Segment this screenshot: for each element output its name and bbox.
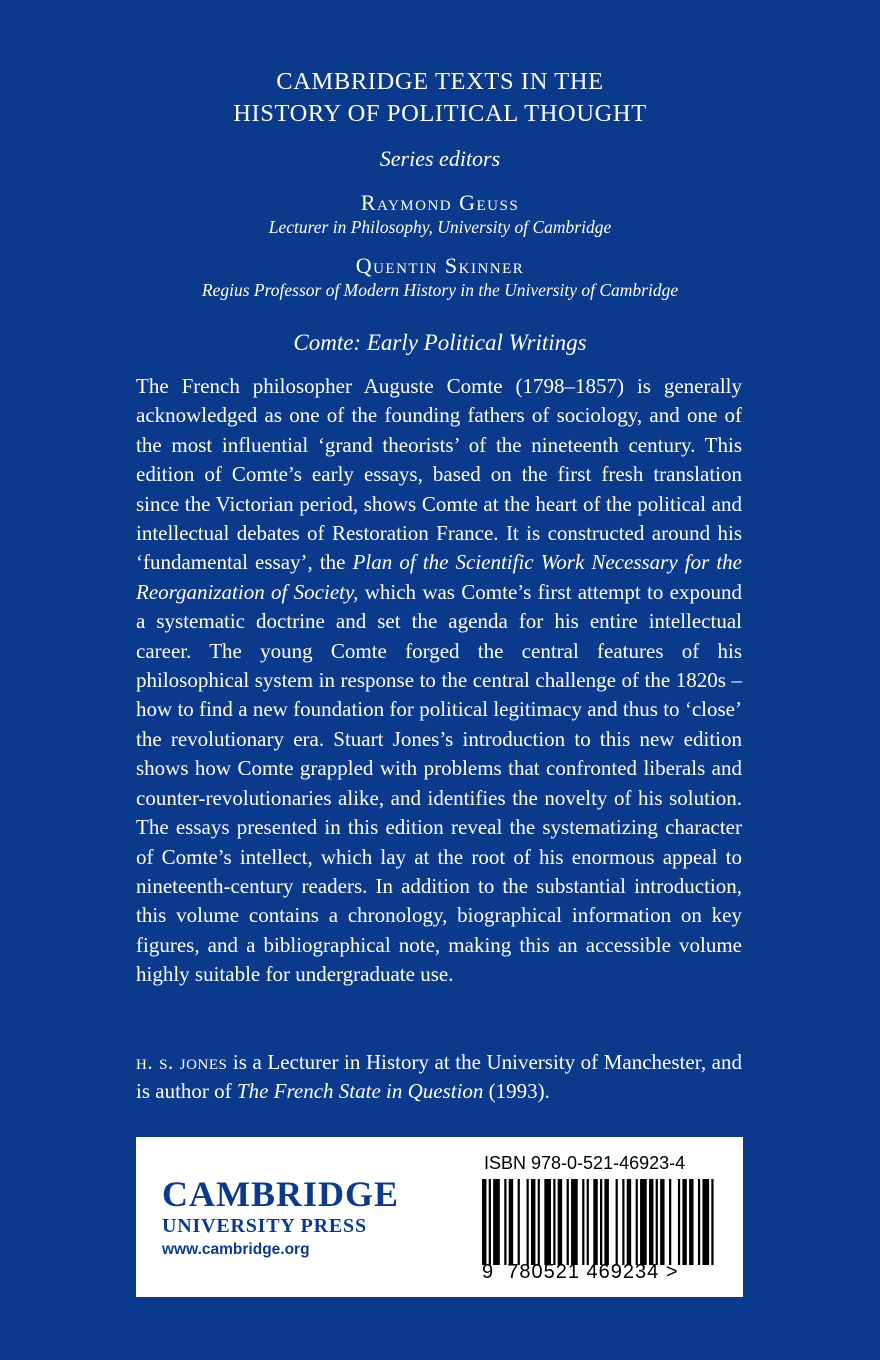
barcode-bar	[593, 1179, 597, 1265]
isbn-label: ISBN 978-0-521-46923-4	[484, 1153, 686, 1173]
barcode-bar	[558, 1179, 562, 1265]
publisher-name: CAMBRIDGE	[162, 1174, 400, 1214]
barcode-bar	[553, 1179, 555, 1265]
barcode-bar	[489, 1179, 491, 1265]
barcode-bar	[649, 1179, 653, 1265]
isbn-first-digit: 9	[482, 1261, 495, 1283]
barcode-bar	[587, 1179, 589, 1265]
isbn-digits	[482, 1261, 732, 1284]
editor-role: Regius Professor of Modern History in the University of Cambridge	[201, 280, 679, 300]
barcode-bar	[538, 1179, 540, 1265]
editor-name: Quentin Skinner	[355, 253, 525, 278]
barcode-bar	[640, 1179, 647, 1265]
barcode-bar	[682, 1179, 686, 1265]
barcode-bar	[627, 1179, 631, 1265]
barcode-bar	[531, 1179, 535, 1265]
publisher-panel	[136, 1137, 743, 1297]
blurb-text: The French philosopher Auguste Comte (1798–1857) is generally acknowledged as one of the founding fathers of sociology, and one of the most influential ‘grand theorists’ of the nineteenth century. This edition of Comte’s early essays, based on the first fresh translation since the Victorian period, shows Comte at the heart of the political and intellectual debates of Restoration France. It is constructed around his ‘fundamental essay’, the	[136, 374, 742, 575]
editor-name: Raymond Geuss	[360, 190, 520, 215]
publisher-subtitle: UNIVERSITY PRESS	[162, 1215, 367, 1237]
author-name: h. s. jones	[136, 1050, 228, 1074]
book-blurb	[136, 372, 742, 990]
barcode-bar	[689, 1179, 693, 1265]
barcode-bar	[669, 1179, 671, 1265]
barcode-bar	[544, 1179, 551, 1265]
author-book-title: The French State in Question	[236, 1079, 484, 1104]
barcode-bar	[600, 1179, 602, 1265]
barcode-bar	[698, 1179, 700, 1265]
barcode-bar	[482, 1179, 486, 1265]
editor-role: Lecturer in Philosophy, University of Cambridge	[268, 217, 612, 237]
barcode-bar	[582, 1179, 584, 1265]
barcode-bar	[660, 1179, 664, 1265]
blurb-text: which was Comte’s first attempt to expound a systematic doctrine and set the agenda for his entire intellectual career. The young Comte forged the central features of his philosophical system in response to the central challenge of the 1820s – how to find a new foundation for political legitimacy and thus to ‘close’ the revolutionary era. Stuart Jones’s introduction to this new edition shows how Comte grappled with problems that confronted liberals and counter-revolutionaries alike, and identifies the novelty of his solution. The essays presented in this edition reveal the systematizing character of Comte’s intellect, which lay at the root of his enormous appeal to nineteenth-century readers. In addition to the substantial introduction, this volume contains a chronology, biographical information on key figures, and a bibliographical note, making this an accessible volume highly suitable for undergraduate use.	[136, 579, 742, 987]
publisher-url: www.cambridge.org	[162, 1241, 310, 1258]
isbn-end-mark: >	[665, 1261, 679, 1283]
series-editors-label: Series editors	[379, 146, 501, 171]
series-title	[0, 66, 880, 130]
author-bio	[136, 1048, 742, 1107]
series-title-line-2: HISTORY OF POLITICAL THOUGHT	[233, 100, 647, 127]
barcode-bar	[509, 1179, 513, 1265]
barcode-bar	[571, 1179, 578, 1265]
book-title: Comte: Early Political Writings	[293, 330, 587, 355]
barcode-bar	[527, 1179, 529, 1265]
author-bio-text: (1993).	[483, 1079, 550, 1104]
barcode-bar	[567, 1179, 569, 1265]
barcode-bar	[518, 1179, 520, 1265]
barcode-bar	[711, 1179, 713, 1265]
barcode-bar	[616, 1179, 618, 1265]
barcode-bar	[678, 1179, 680, 1265]
author-bio-text: is a Lecturer in History at the University of Manchester, and is author of	[136, 1050, 742, 1104]
barcode-bar	[504, 1179, 506, 1265]
barcode-icon	[482, 1179, 718, 1265]
blurb-essay-title: Plan of the Scientific Work Necessary for the Reorganization of Society,	[136, 550, 742, 604]
barcode-bar	[636, 1179, 638, 1265]
barcode-bar	[656, 1179, 658, 1265]
series-title-line-1: CAMBRIDGE TEXTS IN THE	[276, 68, 604, 95]
barcode-bar	[604, 1179, 608, 1265]
barcode-bar	[622, 1179, 624, 1265]
barcode-bar	[493, 1179, 500, 1265]
isbn-main-digits: 780521 469234	[507, 1261, 660, 1283]
barcode-bar	[702, 1179, 709, 1265]
